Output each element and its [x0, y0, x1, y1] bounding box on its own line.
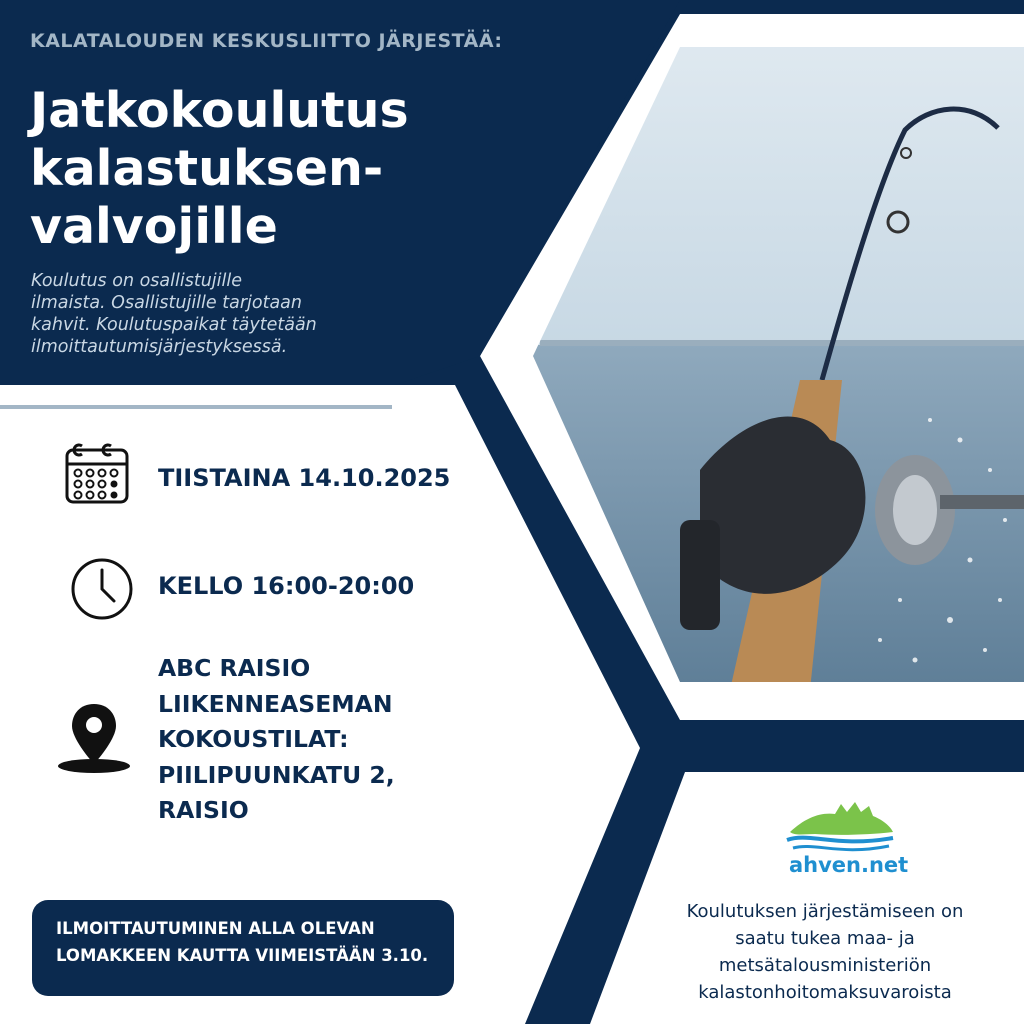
registration-line: LOMAKKEEN KAUTTA VIIMEISTÄÄN 3.10. [56, 946, 429, 965]
page-title [30, 82, 490, 256]
title-line: valvojille [30, 198, 278, 255]
location-line: ABC RAISIO [158, 654, 311, 682]
description-line: Koulutus on osallistujille [31, 271, 243, 291]
logo-text: ahven.net [789, 853, 909, 877]
calendar-icon [64, 440, 130, 506]
title-line: Jatkokoulutus [30, 82, 409, 139]
event-location [158, 651, 395, 829]
perch-fish-logo [785, 800, 909, 882]
map-pin-icon [56, 700, 132, 776]
divider [0, 405, 392, 409]
sponsor-line: Koulutuksen järjestämiseen on [686, 901, 964, 922]
sponsor-line: metsätalousministeriön [718, 955, 932, 976]
description [31, 270, 451, 358]
organizer-label: KALATALOUDEN KESKUSLIITTO JÄRJESTÄÄ: [30, 30, 503, 52]
description-line: ilmoittautumisjärjestyksessä. [31, 337, 288, 357]
description-line: ilmaista. Osallistujille tarjotaan [31, 293, 302, 313]
event-time: KELLO 16:00-20:00 [158, 572, 415, 600]
clock-icon [70, 557, 134, 621]
location-line: KOKOUSTILAT: [158, 725, 349, 753]
location-line: LIIKENNEASEMAN [158, 689, 393, 718]
location-line: RAISIO [158, 796, 249, 824]
sponsor-line: saatu tukea maa- ja [735, 928, 915, 949]
sponsor-note [640, 898, 1010, 1006]
sponsor-line: kalastonhoitomaksuvaroista [698, 982, 952, 1003]
location-line: PIILIPUUNKATU 2, [158, 760, 395, 789]
registration-line: ILMOITTAUTUMINEN ALLA OLEVAN [56, 919, 375, 938]
event-date: TIISTAINA 14.10.2025 [158, 464, 451, 492]
title-line: kalastuksen- [30, 140, 384, 197]
description-line: kahvit. Koulutuspaikat täytetään [31, 315, 317, 335]
registration-text [56, 915, 466, 969]
